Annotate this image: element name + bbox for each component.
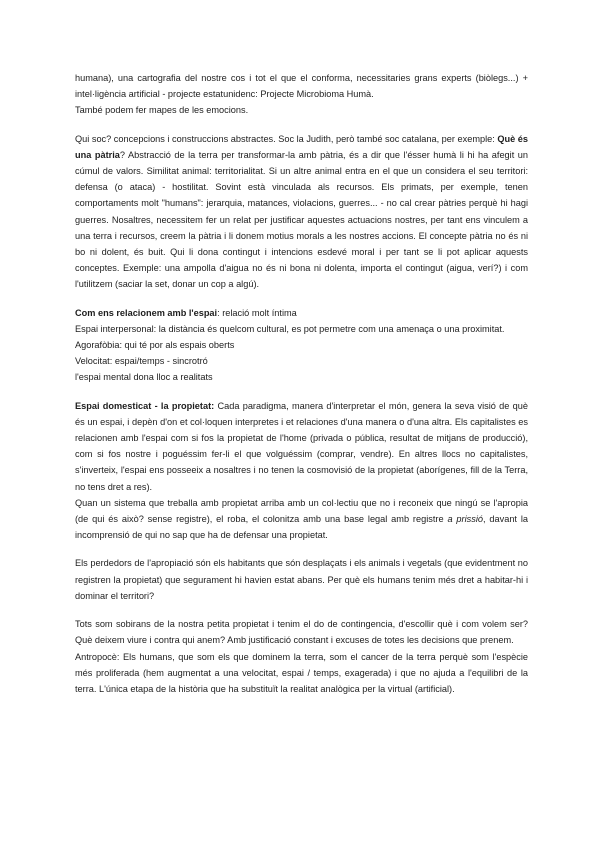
paragraph-sovereigns: Tots som sobirans de la nostra petita propietat i tenim el do de contingencia, d'escollir què i com volem ser? Què deixem viure i contra qui anem? Amb justificació constant i excuses de totes les decisions que prenem.: [75, 619, 528, 646]
paragraph-losers: Els perdedors de l'apropiació són els habitants que són desplaçats i els animals i vegetals (que evidentment no registren la propietat) que segurament hi havien estat abans. Per què els humans tenim més dret a habitar-hi i dominar el territori?: [75, 558, 528, 601]
paragraph-colonization: [75, 495, 528, 544]
paragraph-property: [75, 398, 528, 495]
paragraph-anthropocene: Antropocè: Els humans, que som els que dominem la terra, som el cancer de la terra perquè som l'espècie més proliferada (hem augmentat a una velocitat, espai / temps, exagerada) i que no ajuda a l'equilibri de la terra. L'única etapa de la història que ha substituït la realitat analògica per la virtual (artificial).: [75, 651, 528, 694]
patria-heading: Què és una pàtria: [75, 133, 529, 160]
paragraph-interpersonal: Espai interpersonal: la distància és quelcom cultural, es pot permetre com una amenaça o una proximitat.: [75, 323, 505, 334]
patria-body: ? Abstracció de la terra per transformar-la amb pàtria, és a dir que l'ésser humà li hi ha afegit un cúmul de valors. Similitat animal: territorialitat. Si un altre animal entra en el que un considera el seu territori: defensa (o ataca) - hostilitat. Sovint està vinculada als recursos. Els primats, per exemple, tenen comportaments molt "humans": jerarquia, matances, violacions, guerres... - no cal crear pàtries perquè hi hagi guerres. Nosaltres, necessitem fer un relat per justificar aquestes actuacions nostres, per tant ens vinculem a una terra i recursos, creem la pàtria i li donem motius morals a les nostres accions. El concepte pàtria no és ni bo ni dolent, és buit. Qui li dona contingut i intencions esdevé moral i per tant se li pot aplicar aquests conceptes. Exemple: una ampolla d'aigua no és ni bona ni dolenta, importa el contingut (aigua, verí?) i com l'utilitzem (saciar la set, donar un cop a algú).: [75, 149, 528, 290]
space-relation-heading: Com ens relacionem amb l'espai: [75, 307, 218, 318]
paragraph-mental-space: l'espai mental dona lloc a realitats: [75, 372, 213, 383]
colonization-body: , davant la incomprensió de qui no sap que ha de defensar una propietat.: [75, 514, 528, 541]
paragraph-microbiome: humana), una cartografia del nostre cos i tot el que el conforma, necessitaries grans experts (biòlegs...) + intel·ligència artificial - projecte estatunidenc: Projecte Microbioma Humà.: [75, 73, 528, 100]
paragraph-emotions: També podem fer mapes de les emocions.: [75, 105, 249, 116]
paragraph-velocity: Velocitat: espai/temps - sincrotró: [75, 356, 208, 367]
paragraph-patria: [75, 131, 528, 293]
property-heading: Espai domesticat - la propietat:: [75, 400, 215, 411]
colonization-intro: Quan un sistema que treballa amb propietat arriba amb un col·lectiu que no i reconeix que ningú se l'apropia (de qui és això? sense registre), el roba, el colonitza amb una base legal amb registre: [75, 497, 528, 525]
paragraph-space-relation: [75, 305, 528, 321]
paragraph-agoraphobia: Agorafòbia: qui té por als espais oberts: [75, 340, 235, 351]
property-body: Cada paradigma, manera d'interpretar el món, genera la seva visió de què és un espai, i depèn d'on et col·loquen interpretes i et relaciones d'una manera o d'una altra. Els capitalistes es relacionen amb l'espai com si fos la propietat de l'home (privada o pública, resultat de mitjans de producció), com si fos nostre i poguéssim fer-li el que volguéssim (comprar, vendre). En altres llocs no capitalistes, s'inverteix, l'espai ens posseeix a nosaltres i no tenen la cosmovisió de la propietat (aborígenes, fill de la Terra, no tens dret a res).: [75, 400, 528, 492]
patria-intro: Qui soc? concepcions i construccions abstractes. Soc la Judith, però també soc catalana, per exemple:: [75, 133, 498, 144]
space-relation-body: : relació molt íntima: [217, 307, 297, 318]
colonization-italic: a prissió: [447, 514, 483, 525]
